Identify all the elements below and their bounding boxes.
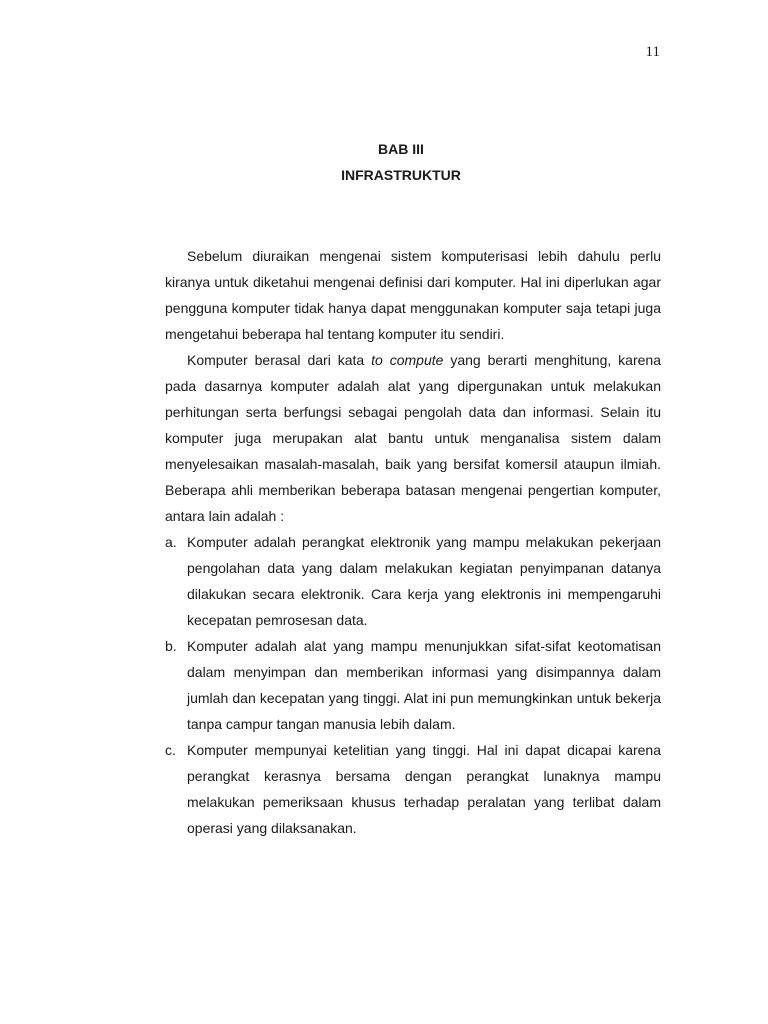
chapter-label: BAB III [378,141,424,157]
list-marker: a. [165,534,177,550]
paragraph-definition [165,347,661,529]
italic-term: to compute [371,352,444,368]
list-marker: c. [165,742,176,758]
document-body [165,243,661,841]
definition-list [165,529,661,841]
list-item-text: Komputer adalah perangkat elektronik yang mampu melakukan pekerjaan pengolahan data yang dalam melakukan kegiatan penyimpanan datanya dilakukan secara elektronik. Cara kerja yang elektronis ini mempengaruhi kecepatan pemrosesan data. [187,534,661,628]
list-item-text: Komputer adalah alat yang mampu menunjukkan sifat-sifat keotomatisan dalam menyimpan dan memberikan informasi yang disimpannya dalam jumlah dan kecepatan yang tinggi. Alat ini pun memungkinkan untuk bekerja tanpa campur tangan manusia lebih dalam. [187,638,661,732]
list-marker: b. [165,638,177,654]
list-item-text: Komputer mempunyai ketelitian yang tinggi. Hal ini dapat dicapai karena perangkat kerasnya bersama dengan perangkat lunaknya mampu melakukan pemeriksaan khusus terhadap peralatan yang terlibat dalam operasi yang dilaksanakan. [187,742,661,836]
page-number: 11 [645,44,660,60]
list-item [165,529,661,633]
chapter-title: INFRASTRUKTUR [341,167,461,183]
list-item [165,633,661,737]
paragraph-intro-text: Sebelum diuraikan mengenai sistem komputerisasi lebih dahulu perlu kiranya untuk diketahui mengenai definisi dari komputer. Hal ini diperlukan agar pengguna komputer tidak hanya dapat menggunakan komputer saja tetapi juga mengetahui beberapa hal tentang komputer itu sendiri. [165,248,661,342]
paragraph-definition-rest: yang berarti menghitung, karena pada dasarnya komputer adalah alat yang dipergunakan untuk melakukan perhitungan serta berfungsi sebagai pengolah data dan informasi. Selain itu komputer juga merupakan alat bantu untuk menganalisa sistem dalam menyelesaikan masalah-masalah, baik yang bersifat komersil ataupun ilmiah. Beberapa ahli memberikan beberapa batasan mengenai pengertian komputer, antara lain adalah : [165,352,661,524]
list-item [165,737,661,841]
paragraph-definition-lead: Komputer berasal dari kata [187,352,372,368]
paragraph-intro [165,243,661,347]
